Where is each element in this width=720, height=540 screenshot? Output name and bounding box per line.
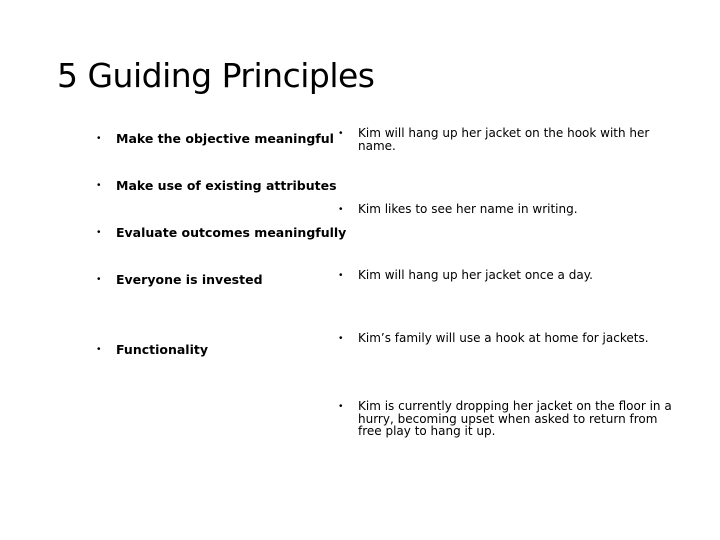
bullet-marker: • xyxy=(97,133,101,144)
bullet-marker: • xyxy=(97,344,101,355)
bullet-marker: • xyxy=(97,180,101,191)
bullet-marker: • xyxy=(339,128,343,139)
bullet-marker: • xyxy=(97,274,101,285)
bullet-marker: • xyxy=(339,401,343,412)
bullet-marker: • xyxy=(339,270,343,281)
bullet-marker: • xyxy=(339,333,343,344)
left-bullet-text: Make use of existing attributes xyxy=(116,178,337,193)
right-bullet-text: Kim is currently dropping her jacket on the floor in a hurry, becoming upset when asked to return from free play to hang it up. xyxy=(358,399,672,438)
bullet-marker: • xyxy=(97,227,101,238)
right-bullet-text: Kim will hang up her jacket once a day. xyxy=(358,268,593,282)
left-bullet-text: Everyone is invested xyxy=(116,272,263,287)
left-bullet-text: Functionality xyxy=(116,342,208,357)
right-bullet-text: Kim will hang up her jacket on the hook with her name. xyxy=(358,126,650,153)
right-bullet-text: Kim’s family will use a hook at home for jackets. xyxy=(358,331,649,345)
left-bullet-text: Make the objective meaningful xyxy=(116,131,334,146)
bullet-marker: • xyxy=(339,204,343,215)
left-bullet-text: Evaluate outcomes meaningfully xyxy=(116,225,347,240)
right-bullet-text: Kim likes to see her name in writing. xyxy=(358,202,578,216)
slide-title: 5 Guiding Principles xyxy=(57,56,375,95)
